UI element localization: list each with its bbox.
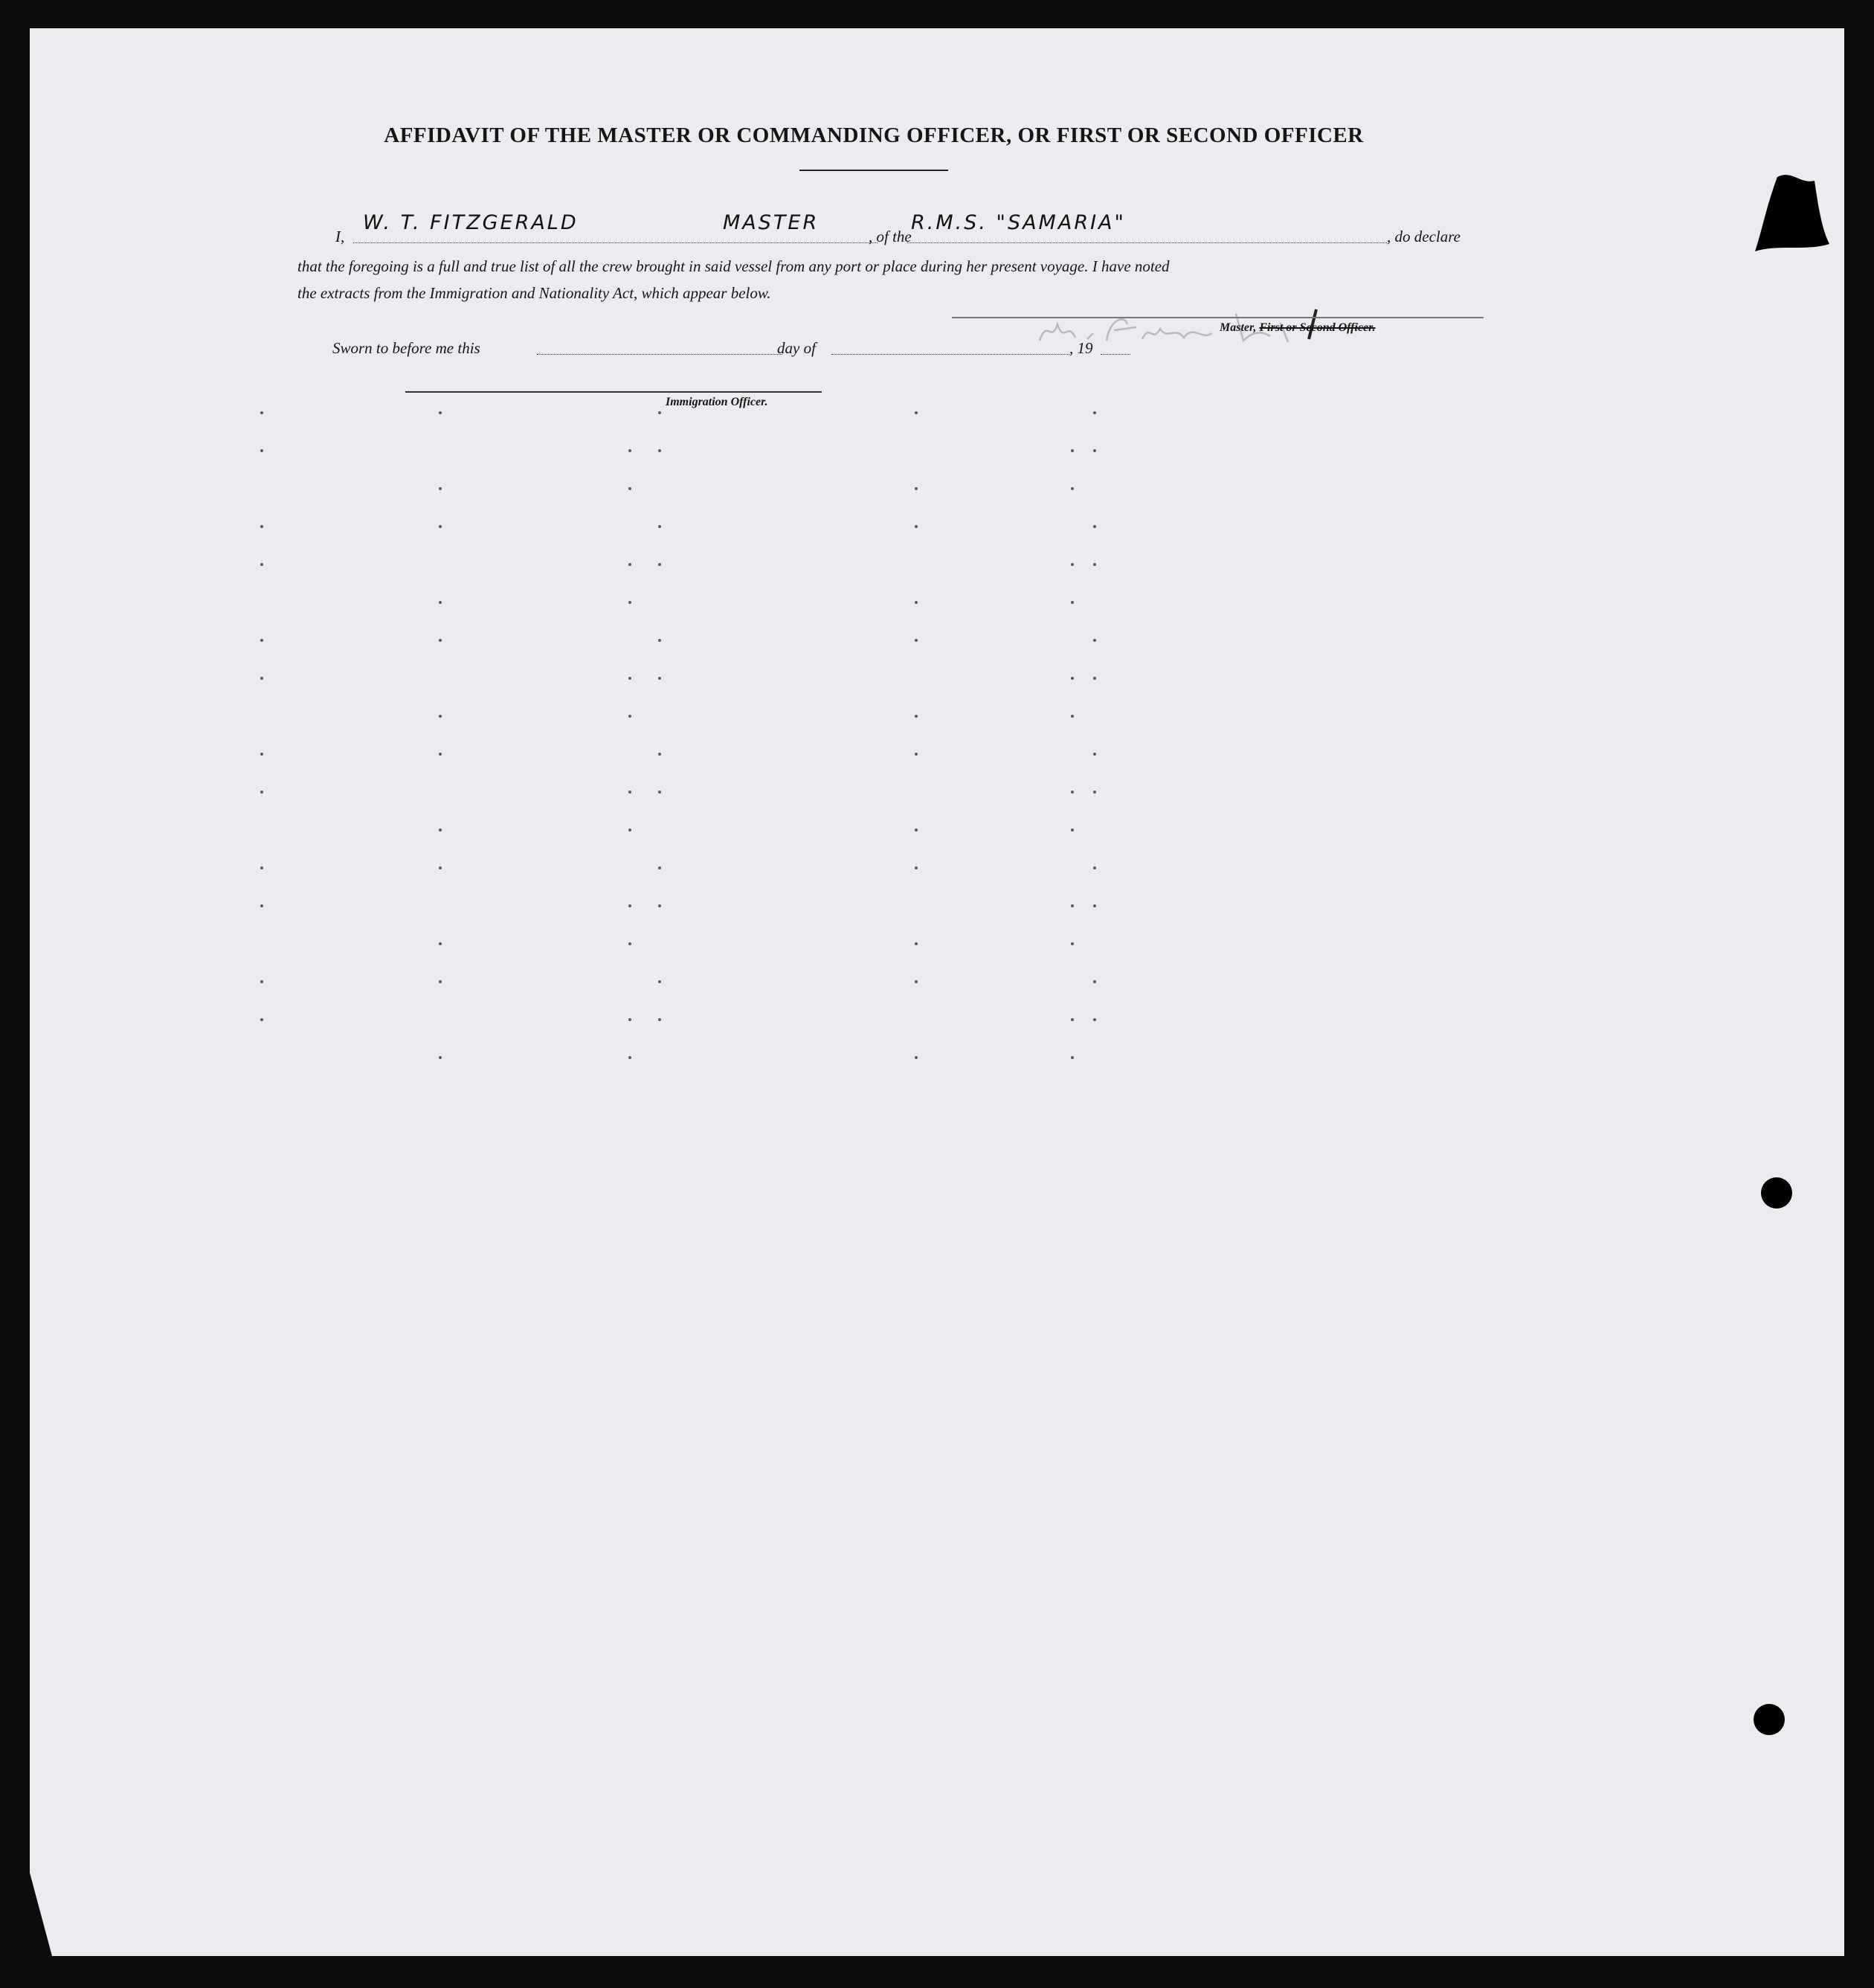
bleed-dot — [1093, 411, 1096, 414]
bleed-dot — [658, 449, 661, 452]
bleed-dot — [439, 753, 442, 756]
punch-hole-upper — [1761, 1177, 1792, 1209]
bleed-dot — [658, 563, 661, 566]
bleed-dot — [658, 411, 661, 414]
bleed-dot — [915, 639, 918, 642]
bleed-dot — [260, 411, 263, 414]
bleed-dot — [260, 525, 263, 528]
bleed-dot — [439, 525, 442, 528]
bleed-dot — [1071, 791, 1074, 794]
bleed-dot — [1071, 677, 1074, 680]
bleed-dot — [260, 449, 263, 452]
bleed-dot — [658, 677, 661, 680]
bleed-dot — [439, 639, 442, 642]
year-prefix: , 19 — [1069, 339, 1093, 357]
bleed-dot — [1071, 1056, 1074, 1059]
body-line-1: that the foregoing is a full and true list of all the crew brought in said vessel from any port or place during her present voyage. I have noted — [297, 257, 1170, 275]
bleed-dot — [260, 563, 263, 566]
bleed-dot — [915, 525, 918, 528]
bleed-dot — [1071, 487, 1074, 490]
sworn-date-line — [537, 354, 782, 355]
bleed-dot — [1071, 942, 1074, 945]
bleed-dot — [628, 449, 631, 452]
bleed-dot — [915, 1056, 918, 1059]
bleed-dot — [1071, 601, 1074, 604]
affidavit-title: AFFIDAVIT OF THE MASTER OR COMMANDING OFFICER, OR FIRST OR SECOND OFFICER — [384, 123, 1364, 147]
bleed-dot — [915, 715, 918, 718]
bleed-dot — [439, 1056, 442, 1059]
bleed-dot — [658, 753, 661, 756]
punch-hole-lower — [1754, 1704, 1785, 1735]
bleed-dot — [439, 487, 442, 490]
bleed-dot — [1093, 677, 1096, 680]
bleed-dot — [260, 904, 263, 907]
bleed-dot — [658, 904, 661, 907]
bleed-dot — [1093, 980, 1096, 983]
bleed-dot — [915, 411, 918, 414]
bleed-dot — [658, 639, 661, 642]
bleed-dot — [260, 1018, 263, 1021]
signature-line — [952, 317, 1484, 318]
bleed-dot — [1071, 904, 1074, 907]
bleed-dot — [628, 487, 631, 490]
title-rule — [799, 170, 948, 171]
bleed-dot — [1093, 866, 1096, 869]
declare-text: , do declare — [1387, 228, 1461, 245]
year-line — [1101, 354, 1130, 355]
bleed-dot — [915, 942, 918, 945]
bleed-dot — [628, 563, 631, 566]
bleed-dot — [658, 791, 661, 794]
bleed-dot — [260, 980, 263, 983]
bleed-dot — [628, 942, 631, 945]
bleed-dot — [628, 1018, 631, 1021]
bleed-dot — [628, 791, 631, 794]
bleed-dot — [1093, 1018, 1096, 1021]
bleed-dot — [915, 753, 918, 756]
bleed-dot — [439, 980, 442, 983]
bleed-dot — [439, 866, 442, 869]
officer-signature-line — [405, 391, 822, 393]
bleed-dot — [1093, 449, 1096, 452]
declaration-prefix: I, — [335, 228, 345, 245]
bleed-dot — [628, 1056, 631, 1059]
bleed-dot — [439, 942, 442, 945]
bleed-dot — [658, 525, 661, 528]
bleed-dot — [1093, 639, 1096, 642]
month-line — [831, 354, 1069, 355]
bleed-dot — [915, 601, 918, 604]
bleed-dot — [658, 1018, 661, 1021]
bleed-dot — [260, 791, 263, 794]
officer-label: Immigration Officer. — [666, 396, 768, 408]
bleed-dot — [1093, 753, 1096, 756]
bottom-left-corner — [30, 1873, 89, 1956]
bleed-dot — [658, 866, 661, 869]
bleed-dot — [628, 601, 631, 604]
bleed-dot — [915, 829, 918, 831]
bleed-dot — [628, 829, 631, 831]
bleed-dot — [439, 411, 442, 414]
day-of-text: day of — [777, 339, 816, 357]
bleed-dot — [628, 904, 631, 907]
bleed-dot — [1071, 715, 1074, 718]
vessel-line — [907, 242, 1387, 243]
document-page — [30, 28, 1844, 1956]
bleed-dot — [260, 639, 263, 642]
bleed-dot — [915, 980, 918, 983]
bleed-dot — [439, 715, 442, 718]
name-line — [353, 242, 878, 243]
rank-field: MASTER — [723, 211, 820, 234]
struck-officer-label: First or Second Officer. — [1259, 321, 1376, 334]
bleed-dot — [260, 753, 263, 756]
of-the-text: , of the — [869, 228, 912, 245]
bleed-dot — [1071, 829, 1074, 831]
bleed-dot — [915, 487, 918, 490]
sworn-text: Sworn to before me this — [332, 339, 480, 357]
body-line-2: the extracts from the Immigration and Nationality Act, which appear below. — [297, 284, 771, 302]
master-name: W. T. FITZGERALD — [363, 211, 579, 234]
bleed-dot — [439, 601, 442, 604]
master-label: Master, — [1220, 321, 1257, 334]
signer-title — [1220, 321, 1376, 335]
bleed-dot — [628, 677, 631, 680]
bleed-dot — [260, 866, 263, 869]
bleed-dot — [628, 715, 631, 718]
torn-corner — [1733, 140, 1844, 274]
bleed-dot — [1093, 904, 1096, 907]
bleed-dot — [1071, 1018, 1074, 1021]
bleed-dot — [1093, 563, 1096, 566]
bleed-dot — [1071, 563, 1074, 566]
bleed-dot — [658, 980, 661, 983]
bleed-dot — [260, 677, 263, 680]
bleed-dot — [439, 829, 442, 831]
bleed-dot — [1093, 525, 1096, 528]
vessel-name: R.M.S. "SAMARIA" — [911, 211, 1126, 234]
bleed-dot — [915, 866, 918, 869]
bleed-dot — [1093, 791, 1096, 794]
bleed-dot — [1071, 449, 1074, 452]
